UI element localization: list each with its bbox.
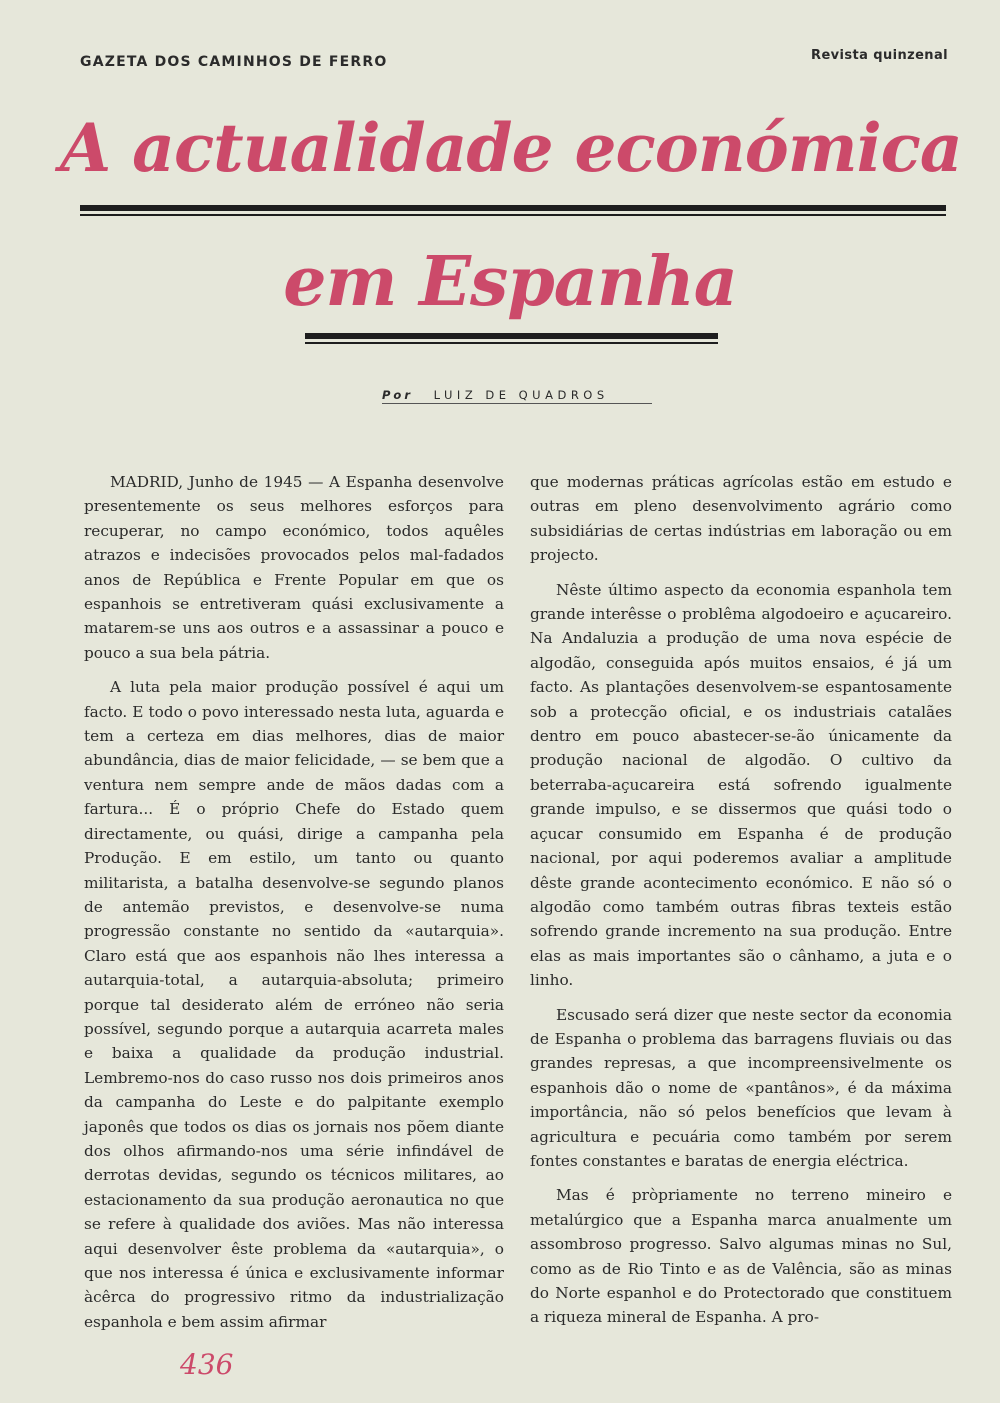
byline-author: LUIZ DE QUADROS	[433, 388, 609, 402]
paragraph: Mas é pròpriamente no terreno mineiro e metalúrgico que a Espanha marca anualmente um assombroso progresso. Salvo algumas minas no Sul, como as de Rio Tinto e as de Valência, são as minas do Norte espanhol e do Protectorado que constituem a riqueza mineral de Espanha. A pro-	[530, 1186, 952, 1327]
publication-name: GAZETA DOS CAMINHOS DE FERRO	[80, 54, 388, 70]
byline-underline	[382, 403, 652, 404]
title-divider-top	[80, 205, 946, 216]
byline-prefix: Por	[382, 388, 414, 402]
paragraph: Escusado será dizer que neste sector da economia de Espanha o problema das barragens fluviais ou das grandes represas, a que incompreensivelmente os espanhois dão o nome de «pantânos», é da máxima importância, não só pelos benefícios que levam à agricultura e pecuária como também por serem fontes constantes e baratas de energia eléctrica.	[530, 1005, 952, 1170]
publication-frequency: Revista quinzenal	[811, 48, 948, 63]
article-column-right	[530, 470, 952, 1340]
article-column-left	[84, 470, 504, 1344]
article-title-line-2: em Espanha	[283, 242, 737, 322]
title-divider-bottom	[305, 333, 718, 344]
byline	[382, 388, 609, 402]
paragraph: MADRID, Junho de 1945 — A Espanha desenvolve presentemente os seus melhores esforços para recuperar, no campo económico, todos aquêles atrazos e indecisões provocados pelos mal-fadados anos de República e Frente Popular em que os espanhois se entretiveram quási exclusivamente a matarem-se uns aos outros e a assassinar a pouco e pouco a sua bela pátria.	[84, 473, 504, 662]
page-number: 436	[180, 1348, 234, 1381]
article-title-line-1: A actualidade económica	[60, 109, 962, 187]
paragraph-continuation: que modernas práticas agrícolas estão em estudo e outras em pleno desenvolvimento agrário como subsidiárias de certas indústrias em laboração ou em projecto.	[530, 473, 952, 565]
paragraph: Nêste último aspecto da economia espanhola tem grande interêsse o problêma algodoeiro e açucareiro. Na Andaluzia a produção de uma nova espécie de algodão, conseguida após muitos ensaios, é já um facto. As plantações desenvolvem-se espantosamente sob a protecção oficial, e os industriais catalães dentro em pouco abastecer-se-ão únicamente da produção nacional de algodão. O cultivo da beterraba-açucareira está sofrendo igualmente grande impulso, e se dissermos que quási todo o açucar consumido em Espanha é de produção nacional, por aqui poderemos avaliar a amplitude dêste grande acontecimento económico. E não só o algodão como também outras fibras texteis estão sofrendo grande incremento na sua produção. Entre elas as mais importantes são o cânhamo, a juta e o linho.	[530, 580, 952, 990]
paragraph: A luta pela maior produção possível é aqui um facto. E todo o povo interessado nesta luta, aguarda e tem a certeza em dias melhores, dias de maior abundância, dias de maior felicidade, — se bem que a ventura nem sempre ande de mãos dadas com a fartura... É o próprio Chefe do Estado quem directamente, ou quási, dirige a campanha pela Produção. E em estilo, um tanto ou quanto militarista, a batalha desenvolve-se segundo planos de antemão previstos, e desenvolve-se numa progressão constante no sentido da «autarquia». Claro está que aos espanhois não lhes interessa a autarquia-total, a autarquia-absoluta; primeiro porque tal desiderato além de erróneo não seria possível, segundo porque a autarquia acarreta males e baixa a qualidade da produção industrial. Lembremo-nos do caso russo nos dois primeiros anos da campanha do Leste e do palpitante exemplo japonês que todos os dias os jornais nos põem diante dos olhos afirmando-nos uma série infindável de derrotas devidas, segundo os técnicos militares, ao estacionamento da sua produção aeronautica no que se refere à qualidade dos aviões. Mas não interessa aqui desenvolver êste problema da «autarquia», o que nos interessa é única e exclusivamente informar àcêrca do progressivo ritmo da industrialização espanhola e bem assim afirmar	[84, 678, 504, 1331]
